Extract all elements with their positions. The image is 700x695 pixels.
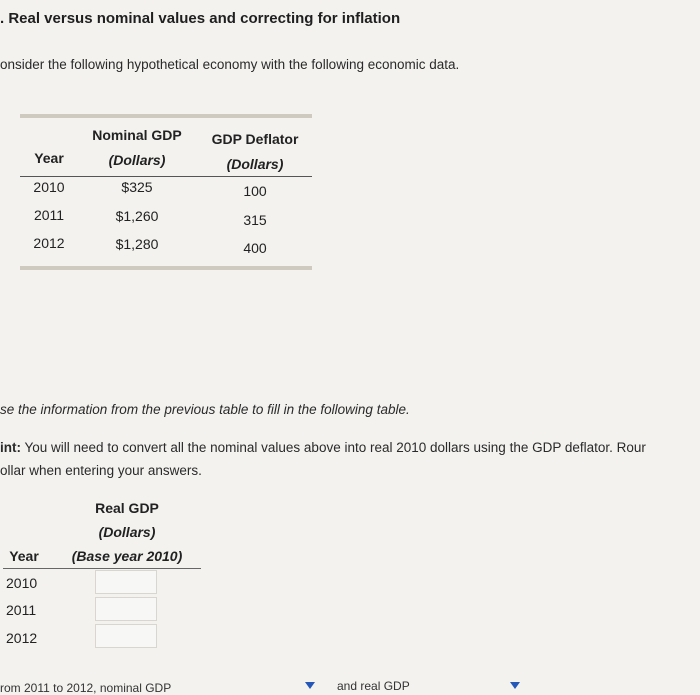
table2-header-real-unit: (Dollars) — [98, 524, 156, 540]
table1-row-deflator: 100 — [243, 183, 267, 199]
table2-header-year: Year — [9, 548, 39, 564]
question-title: . Real versus nominal values and correcting for inflation — [0, 10, 401, 27]
bottom-left-text: rom 2011 to 2012, nominal GDP — [0, 681, 172, 695]
instruction-text: se the information from the previous table to fill in the following table. — [0, 402, 410, 417]
chevron-down-icon — [510, 682, 520, 689]
table2-row-year: 2012 — [6, 630, 38, 646]
hint-text: You will need to convert all the nominal values above into real 2010 dollars using the GDP deflator. Rour — [21, 440, 646, 455]
table1-bottom-rule — [20, 266, 312, 270]
real-gdp-2011-input[interactable] — [95, 597, 157, 621]
table1-row-deflator: 400 — [243, 240, 267, 256]
real-gdp-dropdown[interactable] — [505, 682, 525, 690]
table1-header-year: Year — [34, 150, 64, 166]
table2-header-base: (Base year 2010) — [71, 548, 183, 564]
table1-top-rule — [20, 114, 312, 118]
table2-header-real: Real GDP — [95, 500, 159, 516]
table1-header-deflator-unit: (Dollars) — [226, 156, 284, 172]
hint-line-2: ollar when entering your answers. — [0, 463, 202, 478]
table1-header-nominal: Nominal GDP — [92, 127, 182, 143]
table1-row-nominal: $1,280 — [115, 236, 159, 252]
table2-row-year: 2011 — [6, 602, 37, 618]
bottom-right-text: and real GDP — [337, 679, 410, 693]
real-gdp-2010-input[interactable] — [95, 570, 157, 594]
table1-row-nominal: $325 — [121, 179, 153, 195]
table1-row-nominal: $1,260 — [115, 208, 159, 224]
table1-row-year: 2010 — [33, 179, 65, 195]
hint-label: int: — [0, 440, 21, 455]
table1-row-year: 2012 — [33, 235, 65, 251]
intro-text: onsider the following hypothetical economy with the following economic data. — [0, 57, 460, 72]
chevron-down-icon — [305, 682, 315, 689]
table1-header-rule — [20, 176, 312, 177]
real-gdp-2012-input[interactable] — [95, 624, 157, 648]
nominal-gdp-dropdown[interactable] — [300, 682, 320, 690]
table1-row-year: 2011 — [33, 207, 65, 223]
table2-row-year: 2010 — [6, 575, 38, 591]
table1-header-deflator: GDP Deflator — [211, 131, 299, 147]
table1-row-deflator: 315 — [243, 212, 267, 228]
table1-header-nominal-unit: (Dollars) — [108, 152, 166, 168]
hint-line-1 — [0, 440, 646, 455]
table2-header-rule — [3, 568, 201, 569]
